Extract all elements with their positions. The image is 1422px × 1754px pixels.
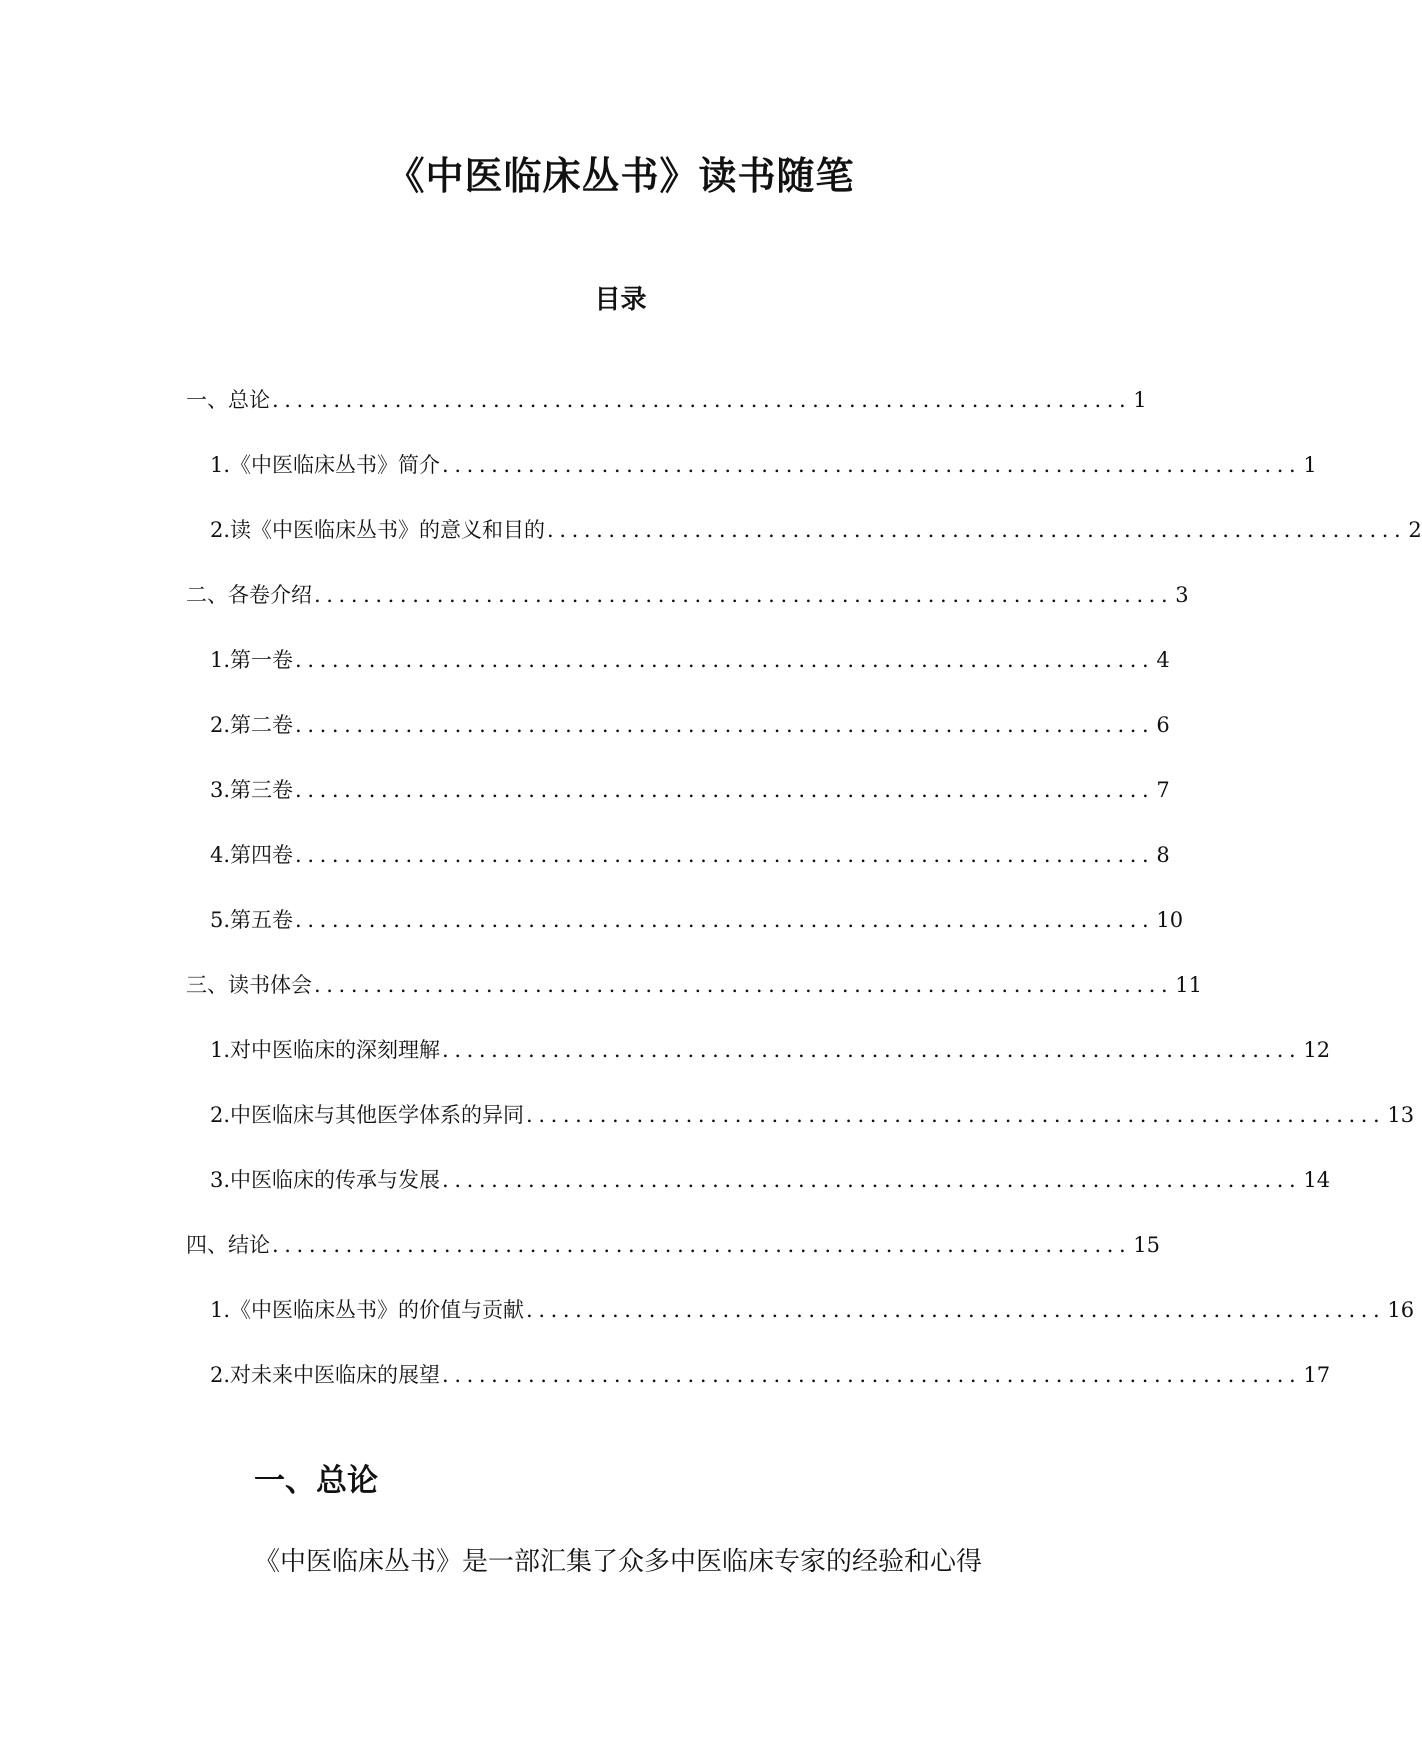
document-title: 《中医临床丛书》读书随笔	[386, 154, 855, 198]
toc-entry-number: 3.	[210, 778, 231, 802]
toc-dot-leader: ......................................................................	[272, 1233, 1132, 1257]
toc-entry-title: 《中医临床丛书》的价值与贡献	[230, 1298, 525, 1322]
toc-entry-page: 16	[1387, 1298, 1415, 1322]
toc-entry-number: 2.	[210, 518, 231, 542]
toc-entry-number: 1.	[210, 453, 231, 477]
toc-entry[interactable]	[210, 1034, 1331, 1066]
toc-entry-page: 11	[1175, 973, 1203, 997]
toc-entry-page: 6	[1156, 713, 1170, 737]
toc-entry-number: 5.	[210, 908, 231, 932]
toc-entry[interactable]	[210, 1099, 1415, 1131]
toc-entry-page: 2	[1408, 518, 1422, 542]
toc-entry-page: 13	[1387, 1103, 1415, 1127]
toc-entry[interactable]	[186, 969, 1203, 1001]
toc-dot-leader: ......................................................................	[314, 583, 1174, 607]
toc-entry-number: 2.	[210, 1363, 231, 1387]
toc-dot-leader: ......................................................................	[526, 1103, 1386, 1127]
toc-entry-number: 1.	[210, 1298, 231, 1322]
toc-entry-title: 对未来中医临床的展望	[230, 1363, 441, 1387]
toc-entry[interactable]	[210, 514, 1422, 546]
toc-dot-leader: ......................................................................	[295, 843, 1155, 867]
toc-entry-page: 10	[1156, 908, 1184, 932]
toc-entry-page: 14	[1303, 1168, 1331, 1192]
toc-entry-page: 17	[1303, 1363, 1331, 1387]
toc-entry-title: 对中医临床的深刻理解	[230, 1038, 441, 1062]
toc-entry-title: 中医临床与其他医学体系的异同	[230, 1103, 525, 1127]
toc-entry[interactable]	[210, 1359, 1331, 1391]
toc-entry-page: 1	[1303, 453, 1317, 477]
toc-entry[interactable]	[210, 1294, 1415, 1326]
toc-entry-title: 第五卷	[230, 908, 294, 932]
toc-entry[interactable]	[210, 449, 1317, 481]
toc-entry[interactable]	[210, 1164, 1331, 1196]
toc-entry-title: 读《中医临床丛书》的意义和目的	[230, 518, 546, 542]
toc-entry-title: 《中医临床丛书》简介	[230, 453, 441, 477]
toc-entry[interactable]	[210, 904, 1184, 936]
toc-entry-number: 1.	[210, 648, 231, 672]
toc-entry[interactable]	[186, 579, 1189, 611]
toc-entry-page: 4	[1156, 648, 1170, 672]
toc-entry[interactable]	[210, 839, 1170, 871]
toc-entry-page: 3	[1175, 583, 1189, 607]
toc-dot-leader: ......................................................................	[272, 388, 1132, 412]
toc-dot-leader: ......................................................................	[295, 713, 1155, 737]
toc-dot-leader: ......................................................................	[526, 1298, 1386, 1322]
toc-entry[interactable]	[186, 1229, 1161, 1261]
toc-entry-title: 三、读书体会	[186, 973, 312, 997]
toc-entry-page: 12	[1303, 1038, 1331, 1062]
toc-entry-page: 7	[1156, 778, 1170, 802]
toc-dot-leader: ......................................................................	[442, 453, 1302, 477]
toc-entry-title: 二、各卷介绍	[186, 583, 312, 607]
toc-entry-number: 4.	[210, 843, 231, 867]
toc-entry-page: 1	[1133, 388, 1147, 412]
toc-dot-leader: ......................................................................	[442, 1038, 1302, 1062]
toc-dot-leader: ......................................................................	[295, 648, 1155, 672]
toc-entry-page: 15	[1133, 1233, 1161, 1257]
toc-dot-leader: ......................................................................	[442, 1168, 1302, 1192]
toc-entry-title: 一、总论	[186, 388, 270, 412]
toc-dot-leader: ......................................................................	[295, 908, 1155, 932]
body-paragraph: 《中医临床丛书》是一部汇集了众多中医临床专家的经验和心得	[254, 1547, 983, 1577]
toc-entry[interactable]	[186, 384, 1147, 416]
toc-dot-leader: ......................................................................	[442, 1363, 1302, 1387]
toc-heading: 目录	[594, 285, 647, 315]
toc-dot-leader: ......................................................................	[314, 973, 1174, 997]
toc-entry-number: 3.	[210, 1168, 231, 1192]
toc-entry-number: 1.	[210, 1038, 231, 1062]
toc-entry-title: 第一卷	[230, 648, 294, 672]
toc-entry-page: 8	[1156, 843, 1170, 867]
toc-entry-number: 2.	[210, 713, 231, 737]
toc-entry-title: 第四卷	[230, 843, 294, 867]
toc-entry[interactable]	[210, 709, 1170, 741]
toc-entry-title: 第二卷	[230, 713, 294, 737]
toc-entry-title: 四、结论	[186, 1233, 270, 1257]
toc-entry[interactable]	[210, 774, 1170, 806]
section-heading: 一、总论	[254, 1463, 378, 1499]
toc-entry-title: 中医临床的传承与发展	[230, 1168, 441, 1192]
toc-entry-title: 第三卷	[230, 778, 294, 802]
toc-entry-number: 2.	[210, 1103, 231, 1127]
toc-dot-leader: ......................................................................	[295, 778, 1155, 802]
toc-entry[interactable]	[210, 644, 1170, 676]
toc-dot-leader: ......................................................................	[547, 518, 1407, 542]
